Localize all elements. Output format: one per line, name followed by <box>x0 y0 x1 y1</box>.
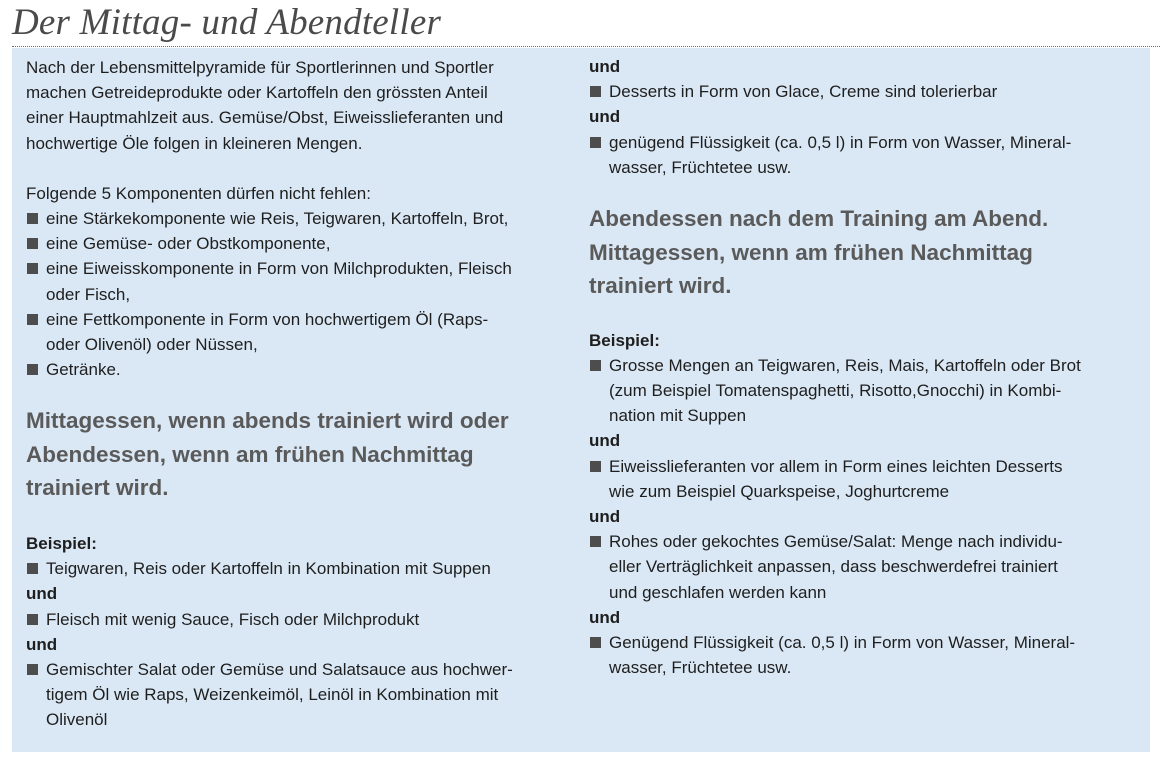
square-bullet-icon <box>27 314 38 325</box>
list-item: eine Stärkekomponente wie Reis, Teigwaren, Kartoffeln, Brot, <box>26 206 566 231</box>
example-list <box>589 630 1129 680</box>
example-list <box>589 454 1129 504</box>
intro-line: hochwertige Öle folgen in kleineren Mengen. <box>26 133 363 153</box>
intro-line: Nach der Lebensmittelpyramide für Sportlerinnen und Sportler <box>26 58 494 77</box>
intro-line: einer Hauptmahlzeit aus. Gemüse/Obst, Eiweisslieferanten und <box>26 108 504 128</box>
intro-line: machen Getreideprodukte oder Kartoffeln den grössten Anteil <box>26 83 488 103</box>
square-bullet-icon <box>590 637 601 648</box>
square-bullet-icon <box>590 360 601 371</box>
page-title: Der Mittag- und Abendteller <box>12 2 442 43</box>
title-divider <box>12 46 1160 47</box>
and-label: und <box>589 506 621 526</box>
components-heading: Folgende 5 Komponenten dürfen nicht fehlen: <box>26 183 371 203</box>
square-bullet-icon <box>27 614 38 625</box>
list-item: Desserts in Form von Glace, Creme sind tolerierbar <box>589 79 1129 104</box>
and-label: und <box>589 57 621 76</box>
list-item: Eiweisslieferanten vor allem in Form eines leichten Desserts wie zum Beispiel Quarkspeise, Joghurtcreme <box>589 454 1129 504</box>
square-bullet-icon <box>590 536 601 547</box>
list-item: eine Eiweisskomponente in Form von Milchprodukten, Fleisch oder Fisch, <box>26 256 566 306</box>
example-list <box>26 657 566 733</box>
list-item: Gemischter Salat oder Gemüse und Salatsauce aus hochwer- tigem Öl wie Raps, Weizenkeimöl, Leinöl in Kombination mit Olivenöl <box>26 657 566 733</box>
list-item: Fleisch mit wenig Sauce, Fisch oder Milchprodukt <box>26 607 566 632</box>
square-bullet-icon <box>590 461 601 472</box>
square-bullet-icon <box>590 86 601 97</box>
top-list <box>589 79 1129 104</box>
and-label: und <box>589 107 621 127</box>
section-heading: Mittagessen, wenn abends trainiert wird oder Abendessen, wenn am frühen Nachmittag trainiert wird. <box>26 408 509 501</box>
example-list <box>26 607 566 632</box>
list-item: Getränke. <box>26 357 566 382</box>
left-column <box>26 55 566 733</box>
list-item: genügend Flüssigkeit (ca. 0,5 l) in Form von Wasser, Mineral- wasser, Früchtetee usw. <box>589 130 1129 180</box>
list-item: Grosse Mengen an Teigwaren, Reis, Mais, Kartoffeln oder Brot (zum Beispiel Tomatenspaghetti, Risotto,Gnocchi) in Kombi- nation mit Suppen <box>589 353 1129 429</box>
square-bullet-icon <box>27 664 38 675</box>
example-label: Beispiel: <box>589 330 660 350</box>
and-label: und <box>26 584 58 604</box>
and-label: und <box>589 431 621 451</box>
list-item: eine Gemüse- oder Obstkomponente, <box>26 231 566 256</box>
section-heading: Abendessen nach dem Training am Abend. Mittagessen, wenn am frühen Nachmittag trainiert wird. <box>589 206 1049 299</box>
list-item: Genügend Flüssigkeit (ca. 0,5 l) in Form von Wasser, Mineral- wasser, Früchtetee usw. <box>589 630 1129 680</box>
intro-paragraph <box>26 55 566 156</box>
list-item: Teigwaren, Reis oder Kartoffeln in Kombination mit Suppen <box>26 556 566 581</box>
square-bullet-icon <box>27 213 38 224</box>
list-item: Rohes oder gekochtes Gemüse/Salat: Menge nach individu- eller Verträglichkeit anpassen, dass beschwerdefrei trainiert und geschlafen werden kann <box>589 529 1129 605</box>
example-label: Beispiel: <box>26 533 97 553</box>
components-list <box>26 206 566 382</box>
square-bullet-icon <box>27 364 38 375</box>
list-item: eine Fettkomponente in Form von hochwertigem Öl (Raps- oder Olivenöl) oder Nüssen, <box>26 307 566 357</box>
and-label: und <box>589 607 621 627</box>
square-bullet-icon <box>27 563 38 574</box>
square-bullet-icon <box>27 238 38 249</box>
square-bullet-icon <box>590 137 601 148</box>
example-list <box>589 529 1129 605</box>
square-bullet-icon <box>27 263 38 274</box>
and-label: und <box>26 634 58 654</box>
example-list <box>26 556 566 581</box>
example-list <box>589 353 1129 429</box>
right-column <box>589 54 1129 680</box>
content-panel <box>12 48 1150 752</box>
top-list <box>589 130 1129 180</box>
